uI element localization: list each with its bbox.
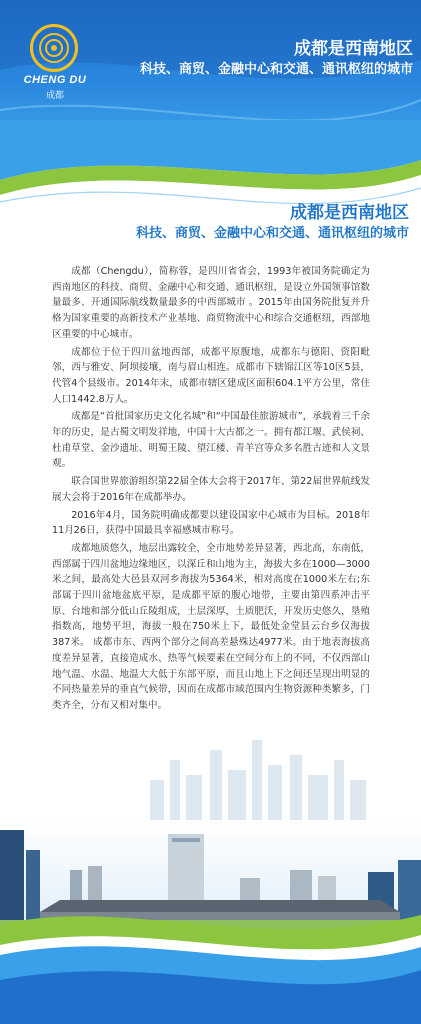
header-banner — [0, 0, 421, 140]
faded-skyline-decoration — [0, 720, 421, 830]
bottom-wave-decoration — [0, 895, 421, 1024]
paragraph: 2016年4月，国务院明确成都要以建设国家中心城市为目标。2018年11月26日，获得中国最具幸福感城市称号。 — [52, 509, 370, 537]
header-subtitle: 科技、商贸、金融中心和交通、通讯枢纽的城市 — [139, 62, 413, 77]
paragraph: 成都地质悠久，地层出露较全，全市地势差异显著，西北高，东南低，西部属于四川盆地边缘地区，以深丘和山地为主，海拔大多在1000—3000米之间，最高处大邑县双河乡海拔为5364米，相对高度在1000米左右;东部属于四川盆地盆底平原，是成都平原的腹心地带，主要由第四系冲击平原、台地和部分低山丘陵组成，土层深厚，土质肥沃，开发历史悠久，垦殖指数高，地势平坦，海拔一般在750米上下，最低处金堂县云台乡仅海拔387米。 成都市东、西两个部分之间高差悬殊达4977米。由于地表海拔高度差异显著，直接造成水、热等气候要素在空间分布上的不同，不仅西部山地气温、水温、地温大大低于东部平原，而且山地上下之间还呈现出明显的不同热量差异的垂直气候带，因而在成都市域范围内生物资源种类繁多，门类齐全，分布又相对集中。 — [52, 542, 370, 711]
paragraph: 联合国世界旅游组织第22届全体大会将于2017年、第22届世界航线发展大会将于2016年在成都举办。 — [52, 476, 370, 503]
article-body — [52, 264, 370, 716]
logo-text: CHENG DU — [23, 74, 87, 86]
main-title: 成都是西南地区 — [290, 203, 409, 223]
paragraph: 成都（Chengdu），简称蓉，是四川省省会，1993年被国务院确定为西南地区的科技、商贸、金融中心和交通、通讯枢纽，是设立外国领事馆数量最多、开通国际航线数量最多的中西部城市 。2015年由国务院批复并升格为国家重要的高新技术产业基地、商贸物流中心和综合交通枢纽，西部地区重要的中心城市。 — [52, 266, 370, 340]
paragraph: 成都位于位于四川盆地西部，成都平原腹地，成都东与德阳、资阳毗邻，西与雅安、阿坝接壤，南与眉山相连。成都市下辖锦江区等10区5县，代管4个县级市。2014年末，成都市辖区建成区面积604.1平方公里，常住人口1442.8万人。 — [52, 346, 370, 405]
chengdu-logo-icon — [30, 24, 78, 72]
main-subtitle: 科技、商贸、金融中心和交通、通讯枢纽的城市 — [135, 226, 409, 241]
paragraph: 成都是“首批国家历史文化名城”和“中国最佳旅游城市”，承载着三千余年的历史，是古蜀文明发祥地，中国十大古都之一。拥有都江堰、武侯祠、杜甫草堂、金沙遗址、明蜀王陵、望江楼、青羊宫等众多名胜古迹和人文景观。 — [52, 411, 370, 470]
logo-subtext: 成都 — [45, 91, 64, 101]
header-title: 成都是西南地区 — [294, 39, 413, 59]
